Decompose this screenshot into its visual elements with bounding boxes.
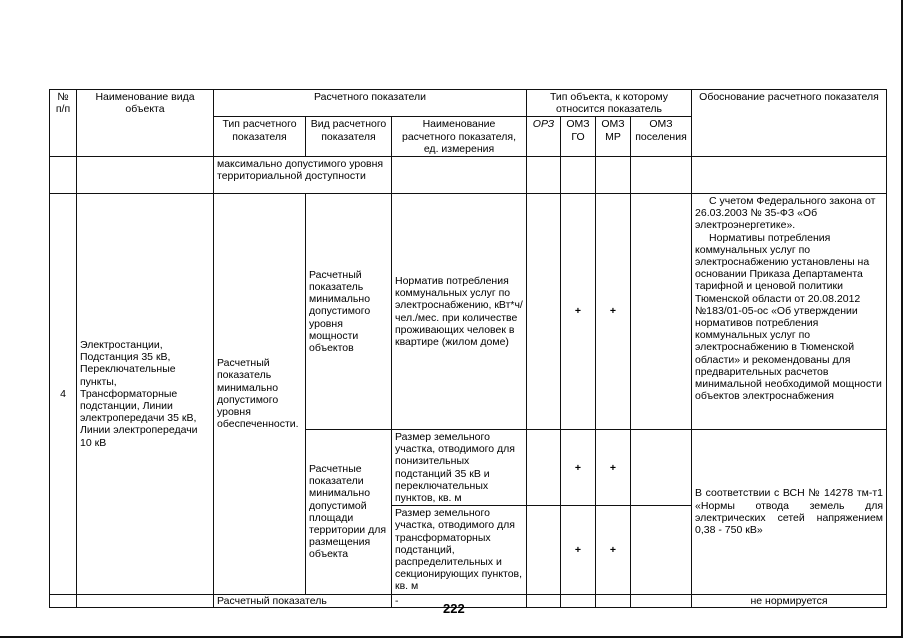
- header-row-1: [50, 90, 887, 117]
- header-orz: ОРЗ: [527, 117, 561, 157]
- plus-mark: +: [561, 506, 596, 594]
- indicator-name-transformer-area: Размер земельного участка, отводимого для трансформаторных подстанций, распределительных и секционирующих пунктов, кв. м: [392, 506, 527, 594]
- header-indicator-name: Наименование расчетного показателя, ед. измерения: [392, 117, 527, 157]
- indicator-kind-area: Расчетные показатели минимально допустимой площади территории для размещения объекта: [306, 430, 392, 595]
- header-num: № п/п: [50, 90, 77, 157]
- header-object-name: Наименование вида объекта: [77, 90, 214, 157]
- indicator-kind-capacity: Расчетный показатель минимально допустимого уровня мощности объектов: [306, 194, 392, 430]
- indicator-name-substation-area: Размер земельного участка, отводимого для понизительных подстанций 35 кВ и переключательных пунктов, кв. м: [392, 430, 527, 506]
- header-omz-go: ОМЗ ГО: [561, 117, 596, 157]
- object-name: Электростанции, Подстанция 35 кВ, Переключательные пункты, Трансформаторные подстанции, Линии электропередачи 35 кВ, Линии электропередачи 10 кВ: [77, 194, 214, 595]
- table-row-previous: [50, 157, 887, 194]
- indicator-type: Расчетный показатель минимально допустимого уровня обеспеченности.: [214, 194, 306, 595]
- header-indicator-type: Тип расчетного показателя: [214, 117, 306, 157]
- header-omz-settlement: ОМЗ поселения: [631, 117, 692, 157]
- last-basis: не нормируется: [692, 594, 887, 607]
- plus-mark: +: [561, 194, 596, 430]
- indicators-table: [49, 89, 887, 608]
- header-indicator-kind: Вид расчетного показателя: [306, 117, 392, 157]
- basis-law-text: С учетом Федерального закона от 26.03.2003 № 35-ФЗ «Об электроэнергетике».: [695, 195, 876, 232]
- plus-mark: +: [596, 194, 631, 430]
- plus-mark: +: [596, 430, 631, 506]
- row-number: 4: [50, 194, 77, 595]
- plus-mark: +: [596, 506, 631, 594]
- previous-indicator-type: максимально допустимого уровня территориальной доступности: [214, 157, 392, 194]
- basis-order-text: Нормативы потребления коммунальных услуг по электроснабжению установлены на основании Приказа Департамента тарифной и ценовой политики Тюменской области от 20.08.2012 №183/01-05-ос «Об утверждении нормативов потребления коммунальных услуг по электроснабжению в Тюменской области» и рекомендованы для предварительных расчетов минимальной необходимой мощности объектов электроснабжения: [695, 231, 882, 403]
- page-number: 222: [443, 601, 465, 616]
- last-indicator-type: Расчетный показатель: [214, 594, 392, 607]
- header-basis: Обоснование расчетного показателя: [692, 90, 887, 157]
- table-row-4a: [50, 194, 887, 430]
- table-row-last: [50, 594, 887, 607]
- plus-mark: +: [561, 430, 596, 506]
- header-group-object-type: Тип объекта, к которому относится показатель: [527, 90, 692, 117]
- indicator-name-consumption: Норматив потребления коммунальных услуг по электроснабжению, кВт*ч/чел./мес. при количестве проживающих человек в квартире (жилом доме): [392, 194, 527, 430]
- header-group-indicators: Расчетного показатели: [214, 90, 527, 117]
- basis-consumption: [692, 194, 887, 430]
- header-omz-mr: ОМЗ МР: [596, 117, 631, 157]
- last-indicator-name: -: [392, 594, 527, 607]
- basis-land-norms: В соответствии с ВСН № 14278 тм-т1 «Нормы отвода земель для электрических сетей напряжением 0,38 - 750 кВ»: [692, 430, 887, 595]
